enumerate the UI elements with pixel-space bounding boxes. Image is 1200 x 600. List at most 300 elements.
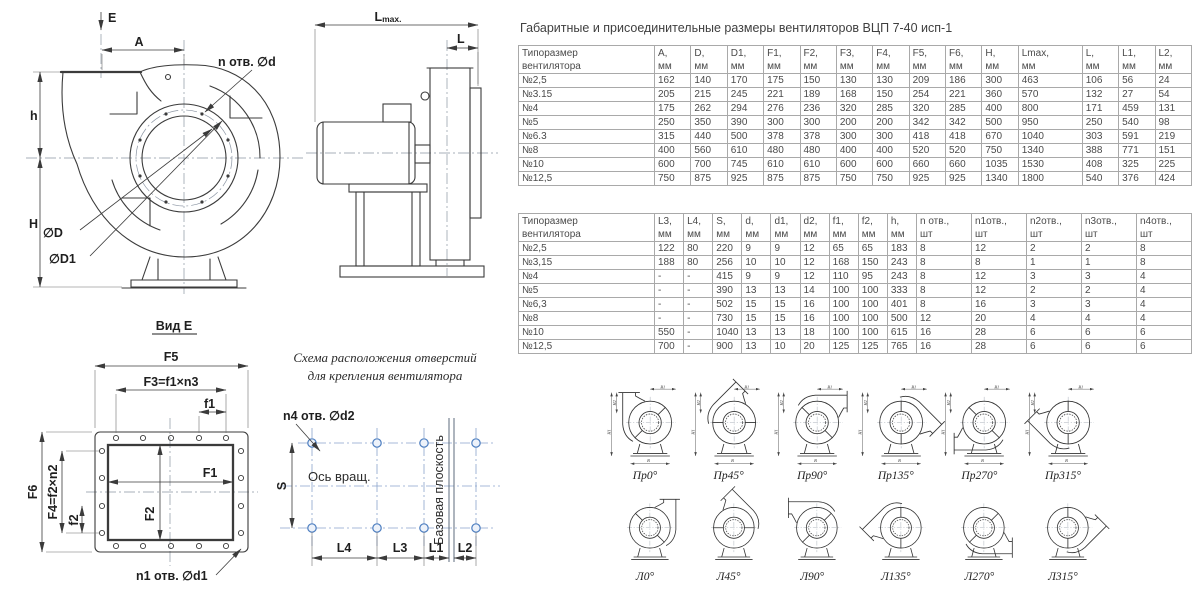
dim-label-l4: L4 xyxy=(336,541,352,555)
table-cell: 215 xyxy=(691,88,727,102)
table-cell: 3 xyxy=(1082,270,1137,284)
table-row xyxy=(519,284,1192,298)
row-header: №10 xyxy=(519,326,655,340)
dimension-lines xyxy=(315,25,478,122)
fan-orientation-drawing xyxy=(857,383,932,469)
table-cell: 95 xyxy=(858,270,887,284)
svg-text:Н2: Н2 xyxy=(611,400,617,406)
table-cell: 700 xyxy=(655,340,684,354)
row-header: №8 xyxy=(519,144,655,158)
table-cell: 3 xyxy=(1082,298,1137,312)
svg-text:Н2: Н2 xyxy=(946,400,952,406)
table-cell: 12 xyxy=(917,312,972,326)
table-cell: 170 xyxy=(727,74,763,88)
column-header: n1отв., шт xyxy=(972,214,1027,242)
fan-orientation-drawing xyxy=(693,492,765,570)
row-header: №5 xyxy=(519,116,655,130)
column-header: L1, мм xyxy=(1119,46,1155,74)
table-cell: 401 xyxy=(887,298,916,312)
table-cell: 189 xyxy=(800,88,836,102)
row-header: №4 xyxy=(519,270,655,284)
fan-orientation-drawing xyxy=(860,492,932,570)
table-cell: 6 xyxy=(1137,326,1192,340)
fan-front-view-drawing xyxy=(15,3,307,295)
view-e-title: Вид Е xyxy=(155,319,193,333)
table-cell: 250 xyxy=(1082,116,1118,130)
table-row xyxy=(519,298,1192,312)
fan-orientation-Л90 xyxy=(773,492,851,588)
column-header: n4отв., шт xyxy=(1137,214,1192,242)
table-cell: 205 xyxy=(655,88,691,102)
row-header: №12,5 xyxy=(519,172,655,186)
table-cell: 13 xyxy=(742,284,771,298)
table-cell: 175 xyxy=(655,102,691,116)
table-row xyxy=(519,340,1192,354)
dim-label-lmax: Lmax. xyxy=(374,10,402,24)
table-cell: 610 xyxy=(764,158,800,172)
table-cell: 16 xyxy=(972,298,1027,312)
svg-text:Н1: Н1 xyxy=(1024,429,1030,435)
table-cell: - xyxy=(684,284,713,298)
table-cell: 750 xyxy=(873,172,909,186)
table-cell: 24 xyxy=(1155,74,1192,88)
table-cell: 900 xyxy=(713,340,742,354)
table-cell: 106 xyxy=(1082,74,1118,88)
table-cell: 1 xyxy=(1027,256,1082,270)
table-cell: - xyxy=(684,340,713,354)
column-header: F5, мм xyxy=(909,46,945,74)
table-cell: 10 xyxy=(742,256,771,270)
table-cell: 9 xyxy=(742,242,771,256)
fan-orientation-Л45 xyxy=(690,492,768,588)
table-cell: 360 xyxy=(982,88,1018,102)
table-cell: 4 xyxy=(1027,312,1082,326)
row-header: №2,5 xyxy=(519,242,655,256)
fan-orientation-drawing xyxy=(943,383,1015,469)
table-cell: 100 xyxy=(829,312,858,326)
table-cell: 130 xyxy=(873,74,909,88)
table-cell: 400 xyxy=(873,144,909,158)
table-cell: 300 xyxy=(764,116,800,130)
column-header: F1, мм xyxy=(764,46,800,74)
table-cell: 285 xyxy=(873,102,909,116)
table-cell: 8 xyxy=(1137,256,1192,270)
fan-side-view-drawing xyxy=(295,5,510,295)
table-cell: 9 xyxy=(771,242,800,256)
table-cell: 12 xyxy=(972,242,1027,256)
fan-orientation-Пр135 xyxy=(857,383,935,487)
column-header: n отв., шт xyxy=(917,214,972,242)
view-direction-label: E xyxy=(108,11,117,25)
table-cell: 186 xyxy=(946,74,982,88)
base-plane-line xyxy=(449,418,454,562)
table-cell: 168 xyxy=(829,256,858,270)
table-cell: 13 xyxy=(742,326,771,340)
table-cell: 3 xyxy=(1027,298,1082,312)
svg-text:Н1: Н1 xyxy=(773,429,779,435)
table-cell: 20 xyxy=(800,340,829,354)
column-header: H, мм xyxy=(982,46,1018,74)
table-cell: 150 xyxy=(858,256,887,270)
table-cell: 2 xyxy=(1082,242,1137,256)
table-cell: 236 xyxy=(800,102,836,116)
orientation-row-left-rotation xyxy=(606,492,1102,588)
svg-text:В: В xyxy=(897,458,901,463)
table-cell: 150 xyxy=(800,74,836,88)
column-header: f1, мм xyxy=(829,214,858,242)
dim-label-H: H xyxy=(29,217,39,231)
flange-holes-label: n1 отв. ∅d1 xyxy=(136,569,208,583)
table-cell: 100 xyxy=(829,284,858,298)
table-cell: 388 xyxy=(1082,144,1118,158)
table-cell: 9 xyxy=(742,270,771,284)
table-row xyxy=(519,116,1192,130)
table-cell: 875 xyxy=(691,172,727,186)
fan-orientation-Л135 xyxy=(857,492,935,588)
motor xyxy=(317,104,430,184)
dim-label-f5: F5 xyxy=(163,350,179,364)
fan-orientation-Пр45 xyxy=(690,383,768,487)
table-cell: 6 xyxy=(1027,326,1082,340)
table-cell: 221 xyxy=(764,88,800,102)
table-cell: 700 xyxy=(691,158,727,172)
table-cell: 15 xyxy=(742,298,771,312)
dim-label-l3: L3 xyxy=(392,541,408,555)
svg-text:В: В xyxy=(730,458,734,463)
table-cell: 16 xyxy=(800,312,829,326)
centerlines xyxy=(306,40,498,276)
orientation-label: Пр270° xyxy=(961,470,998,482)
table-cell: 14 xyxy=(800,284,829,298)
table-cell: 171 xyxy=(1082,102,1118,116)
table-cell: 342 xyxy=(946,116,982,130)
table-cell: 520 xyxy=(909,144,945,158)
dim-label-h: h xyxy=(30,109,38,123)
dim-label-f4: F4=f2×n2 xyxy=(46,464,60,520)
table-cell: 300 xyxy=(982,74,1018,88)
fan-orientation-Л270 xyxy=(940,492,1018,588)
table-cell: 15 xyxy=(742,312,771,326)
fan-orientation-drawing xyxy=(1027,492,1099,570)
column-header: F6, мм xyxy=(946,46,982,74)
table-cell: 12 xyxy=(972,284,1027,298)
svg-text:В: В xyxy=(1065,458,1068,463)
casing-profile xyxy=(421,68,481,260)
schema-holes-label: n4 отв. ∅d2 xyxy=(283,409,355,423)
table-cell: 220 xyxy=(713,242,742,256)
table-cell: 20 xyxy=(972,312,1027,326)
table-cell: 254 xyxy=(909,88,945,102)
dia-d1-label: ∅D1 xyxy=(49,252,76,266)
table-cell: 591 xyxy=(1119,130,1155,144)
dim-label-f6: F6 xyxy=(26,484,40,500)
table-cell: 13 xyxy=(771,326,800,340)
dim-label-f2-pitch: f2 xyxy=(67,514,81,526)
table-cell: 8 xyxy=(917,256,972,270)
table-cell: 303 xyxy=(1082,130,1118,144)
table-cell: 276 xyxy=(764,102,800,116)
column-header: F3, мм xyxy=(836,46,872,74)
table-cell: 256 xyxy=(713,256,742,270)
table-cell: 765 xyxy=(887,340,916,354)
column-header: f2, мм xyxy=(858,214,887,242)
table-cell: 8 xyxy=(917,242,972,256)
table-cell: 540 xyxy=(1082,172,1118,186)
table-cell: 1040 xyxy=(1018,130,1082,144)
fan-orientation-drawing xyxy=(943,492,1015,570)
table-cell: 285 xyxy=(946,102,982,116)
fan-orientation-drawing xyxy=(773,383,848,469)
table-cell: 80 xyxy=(684,242,713,256)
table-cell: 333 xyxy=(887,284,916,298)
svg-text:В1: В1 xyxy=(827,384,833,390)
table-cell: 745 xyxy=(727,158,763,172)
column-header: F2, мм xyxy=(800,46,836,74)
table-cell: 6 xyxy=(1082,326,1137,340)
table-cell: 100 xyxy=(829,326,858,340)
table-cell: 480 xyxy=(800,144,836,158)
table-cell: 175 xyxy=(764,74,800,88)
orientation-label: Л0° xyxy=(635,571,655,583)
table-cell: 15 xyxy=(771,312,800,326)
svg-text:В: В xyxy=(647,458,650,463)
fan-orientation-Л315 xyxy=(1024,492,1102,588)
column-header: d, мм xyxy=(742,214,771,242)
table-cell: 500 xyxy=(887,312,916,326)
row-header: №10 xyxy=(519,158,655,172)
dim-label-F2: F2 xyxy=(143,506,157,522)
table-cell: 16 xyxy=(917,326,972,340)
svg-text:В: В xyxy=(981,458,985,463)
table-cell: 8 xyxy=(917,270,972,284)
table-cell: 65 xyxy=(829,242,858,256)
table-cell: 12 xyxy=(800,256,829,270)
table-cell: 125 xyxy=(858,340,887,354)
fan-orientation-Пр0 xyxy=(606,383,684,487)
column-header: D, мм xyxy=(691,46,727,74)
table-cell: 925 xyxy=(909,172,945,186)
orientation-label: Пр135° xyxy=(877,470,914,482)
orientation-label: Пр90° xyxy=(797,470,828,482)
table-cell: 100 xyxy=(858,312,887,326)
svg-text:Н1: Н1 xyxy=(690,429,696,435)
table-cell: 100 xyxy=(829,298,858,312)
mounting-holes-schema-drawing xyxy=(268,330,515,598)
table-cell: 122 xyxy=(655,242,684,256)
table-cell: 750 xyxy=(982,144,1018,158)
table-cell: 131 xyxy=(1155,102,1192,116)
table-cell: 660 xyxy=(946,158,982,172)
row-header: №6.3 xyxy=(519,130,655,144)
table-cell: 376 xyxy=(1119,172,1155,186)
row-header: №4 xyxy=(519,102,655,116)
row-header: №12,5 xyxy=(519,340,655,354)
table-cell: 6 xyxy=(1082,340,1137,354)
table-cell: 600 xyxy=(873,158,909,172)
table-cell: 1035 xyxy=(982,158,1018,172)
column-header: L3, мм xyxy=(655,214,684,242)
table-cell: 18 xyxy=(800,326,829,340)
table-cell: 660 xyxy=(909,158,945,172)
table-cell: 400 xyxy=(655,144,691,158)
table-cell: 12 xyxy=(972,270,1027,284)
row-header: №5 xyxy=(519,284,655,298)
table-cell: 408 xyxy=(1082,158,1118,172)
table-cell: 200 xyxy=(873,116,909,130)
orientation-label: Л45° xyxy=(716,571,741,583)
table-cell: 463 xyxy=(1018,74,1082,88)
svg-text:Н2: Н2 xyxy=(695,400,701,406)
column-header: d2, мм xyxy=(800,214,829,242)
table-cell: 418 xyxy=(946,130,982,144)
table-cell: 771 xyxy=(1119,144,1155,158)
column-header: D1, мм xyxy=(727,46,763,74)
header-row xyxy=(519,214,1192,242)
support-pedestal xyxy=(340,184,484,277)
table-cell: - xyxy=(684,326,713,340)
table-cell: 400 xyxy=(836,144,872,158)
table-cell: 262 xyxy=(691,102,727,116)
table-cell: 875 xyxy=(800,172,836,186)
table-row xyxy=(519,172,1192,186)
dimension-lines xyxy=(292,424,476,566)
table-cell: 390 xyxy=(727,116,763,130)
table-cell: 560 xyxy=(691,144,727,158)
page-title: Габаритные и присоединительные размеры вентиляторов ВЦП 7-40 исп-1 xyxy=(520,21,953,35)
dim-label-l1: L1 xyxy=(428,541,444,555)
table-cell: 415 xyxy=(713,270,742,284)
table-cell: 13 xyxy=(771,284,800,298)
table-cell: 28 xyxy=(972,326,1027,340)
table-cell: 4 xyxy=(1137,312,1192,326)
table-cell: 221 xyxy=(946,88,982,102)
svg-text:Н2: Н2 xyxy=(862,400,868,406)
table-cell: 950 xyxy=(1018,116,1082,130)
table-cell: 550 xyxy=(655,326,684,340)
table-cell: 188 xyxy=(655,256,684,270)
table-cell: 100 xyxy=(858,284,887,298)
table-cell: - xyxy=(655,312,684,326)
table-cell: 424 xyxy=(1155,172,1192,186)
table-cell: 151 xyxy=(1155,144,1192,158)
table-cell: 243 xyxy=(887,270,916,284)
fan-orientation-drawing xyxy=(776,492,848,570)
table-cell: 670 xyxy=(982,130,1018,144)
table-cell: 342 xyxy=(909,116,945,130)
svg-text:В: В xyxy=(814,458,817,463)
svg-text:Н1: Н1 xyxy=(941,429,947,435)
table-cell: 2 xyxy=(1027,284,1082,298)
table-cell: 300 xyxy=(800,116,836,130)
overall-dimensions-table xyxy=(518,45,1192,186)
table-cell: 6 xyxy=(1027,340,1082,354)
table-row xyxy=(519,74,1192,88)
table-cell: 350 xyxy=(691,116,727,130)
connection-dimensions-table xyxy=(518,213,1192,354)
table-cell: 320 xyxy=(836,102,872,116)
column-header: Типоразмер вентилятора xyxy=(519,46,655,74)
table-cell: 4 xyxy=(1137,284,1192,298)
table-cell: 245 xyxy=(727,88,763,102)
row-header: №3.15 xyxy=(519,88,655,102)
table-cell: 300 xyxy=(836,130,872,144)
table-cell: 150 xyxy=(873,88,909,102)
fan-orientation-Пр315 xyxy=(1024,383,1102,487)
table-cell: 1 xyxy=(1082,256,1137,270)
table-cell: 480 xyxy=(764,144,800,158)
header-row xyxy=(519,46,1192,74)
table-cell: 294 xyxy=(727,102,763,116)
table-cell: 12 xyxy=(800,242,829,256)
svg-text:В1: В1 xyxy=(744,384,749,390)
table-cell: 610 xyxy=(727,144,763,158)
table-cell: 8 xyxy=(917,298,972,312)
table-cell: 800 xyxy=(1018,102,1082,116)
row-header: №8 xyxy=(519,312,655,326)
table-cell: 125 xyxy=(829,340,858,354)
svg-text:В1: В1 xyxy=(1078,384,1084,390)
column-header: A, мм xyxy=(655,46,691,74)
base-plane-label: Базовая плоскость xyxy=(432,435,446,545)
table-cell: 459 xyxy=(1119,102,1155,116)
column-header: Lmax, мм xyxy=(1018,46,1082,74)
table-cell: 750 xyxy=(655,172,691,186)
column-header: S, мм xyxy=(713,214,742,242)
fan-orientation-Л0 xyxy=(606,492,684,588)
svg-text:Н1: Н1 xyxy=(857,429,863,435)
table-cell: 9 xyxy=(771,270,800,284)
dim-label-f3: F3=f1×n3 xyxy=(143,375,199,389)
table-cell: 502 xyxy=(713,298,742,312)
table-cell: 925 xyxy=(727,172,763,186)
table-cell: 1340 xyxy=(982,172,1018,186)
column-header: L, мм xyxy=(1082,46,1118,74)
table-cell: 16 xyxy=(917,340,972,354)
table-row xyxy=(519,242,1192,256)
table-cell: - xyxy=(684,298,713,312)
table-cell: 418 xyxy=(909,130,945,144)
table-cell: - xyxy=(655,284,684,298)
table-cell: 56 xyxy=(1119,74,1155,88)
fan-orientation-Пр270 xyxy=(940,383,1018,487)
table-cell: 4 xyxy=(1137,298,1192,312)
table-row xyxy=(519,130,1192,144)
table-cell: 1040 xyxy=(713,326,742,340)
column-header: h, мм xyxy=(887,214,916,242)
table-cell: - xyxy=(655,270,684,284)
dim-label-f1-pitch: f1 xyxy=(204,397,216,411)
dim-label-a: A xyxy=(134,35,144,49)
table-cell: 200 xyxy=(836,116,872,130)
table-cell: 183 xyxy=(887,242,916,256)
column-header: Типоразмер вентилятора xyxy=(519,214,655,242)
svg-text:В1: В1 xyxy=(660,384,666,390)
table-cell: 600 xyxy=(655,158,691,172)
table-cell: 168 xyxy=(836,88,872,102)
table-cell: 2 xyxy=(1027,242,1082,256)
table-cell: 750 xyxy=(836,172,872,186)
inlet-holes-label: n отв. ∅d xyxy=(218,55,276,69)
table-cell: 10 xyxy=(771,340,800,354)
table-cell: 300 xyxy=(873,130,909,144)
table-cell: 225 xyxy=(1155,158,1192,172)
table-row xyxy=(519,144,1192,158)
table-row xyxy=(519,256,1192,270)
fan-orientation-drawing xyxy=(609,492,681,570)
table-cell: 610 xyxy=(800,158,836,172)
table-cell: 390 xyxy=(713,284,742,298)
column-header: L2, мм xyxy=(1155,46,1192,74)
